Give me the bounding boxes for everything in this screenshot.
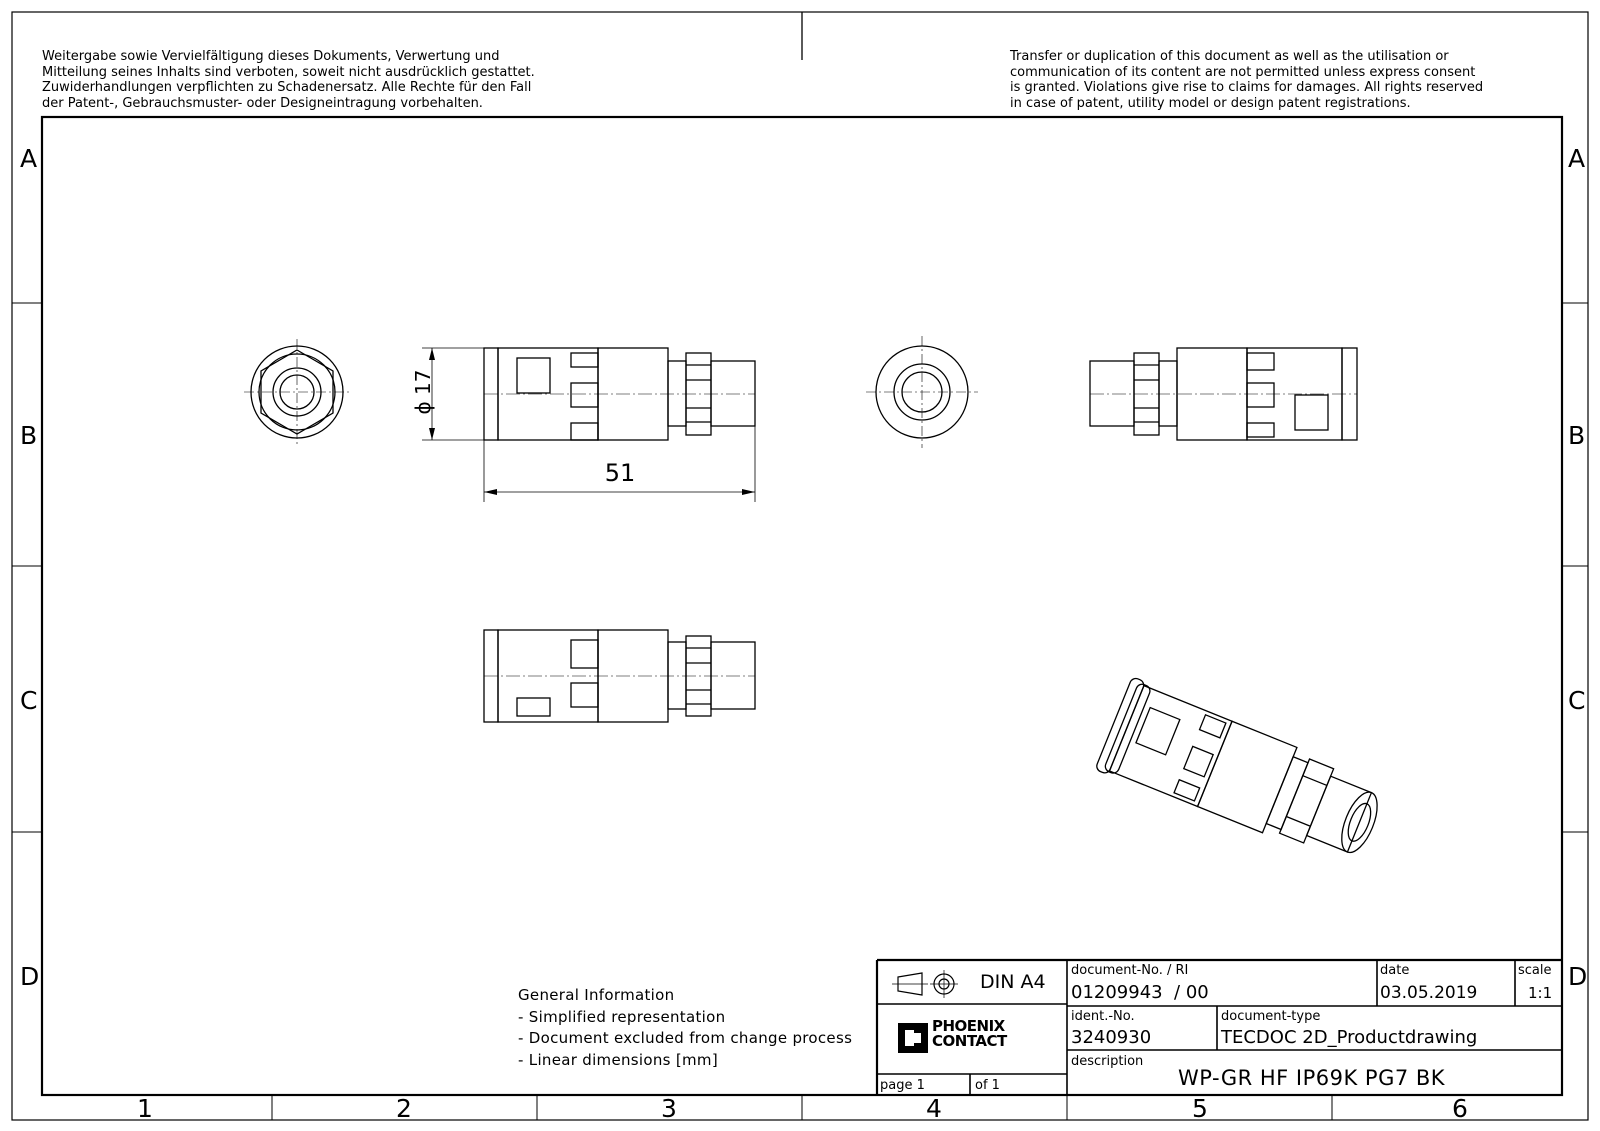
logo-mark-icon	[898, 1023, 928, 1053]
company-logo	[932, 1019, 1007, 1049]
scale-value: 1:1	[1528, 984, 1553, 1002]
doc-number-label: document-No. / RI	[1071, 963, 1189, 978]
zone-row-c-left: C	[20, 686, 38, 715]
drawing-frame	[42, 117, 1562, 1095]
doc-number-value: 01209943 / 00	[1071, 982, 1209, 1003]
row-zone-dividers	[12, 303, 1588, 832]
page-count: of 1	[975, 1078, 1000, 1093]
diameter-dimension-label: ϕ 17	[411, 369, 435, 415]
side-view-mirrored	[1090, 348, 1357, 440]
projection-symbol-icon	[892, 970, 958, 998]
side-view-bottom	[484, 630, 755, 722]
length-dimension-label: 51	[604, 459, 636, 487]
end-view-round	[866, 336, 978, 448]
zone-row-a-right: A	[1568, 144, 1586, 173]
paper-format: DIN A4	[980, 971, 1046, 993]
zone-col-6: 6	[1452, 1094, 1468, 1123]
zone-col-2: 2	[396, 1094, 412, 1123]
notes-title: General Information	[518, 986, 675, 1004]
document-type-value: TECDOC 2D_Productdrawing	[1221, 1027, 1478, 1048]
logo-line-2: CONTACT	[932, 1032, 1007, 1050]
page-number: page 1	[880, 1078, 925, 1093]
notes-item: - Document excluded from change process	[518, 1029, 853, 1047]
zone-col-4: 4	[926, 1094, 942, 1123]
logo-line-1: PHOENIX	[932, 1017, 1005, 1035]
scale-label: scale	[1518, 963, 1552, 978]
description-value: WP-GR HF IP69K PG7 BK	[1178, 1066, 1446, 1090]
column-zone-dividers	[272, 1095, 1332, 1120]
side-view-dimensioned	[422, 348, 755, 502]
zone-col-1: 1	[137, 1094, 153, 1123]
zone-col-3: 3	[661, 1094, 677, 1123]
zone-row-b-left: B	[20, 421, 38, 450]
ident-number-label: ident.-No.	[1071, 1009, 1135, 1024]
date-label: date	[1380, 963, 1410, 978]
isometric-view	[1095, 677, 1391, 874]
zone-row-d-left: D	[20, 962, 40, 991]
date-value: 03.05.2019	[1380, 983, 1478, 1003]
zone-row-c-right: C	[1568, 686, 1586, 715]
document-type-label: document-type	[1221, 1009, 1321, 1024]
description-label: description	[1071, 1054, 1144, 1069]
zone-col-5: 5	[1192, 1094, 1208, 1123]
zone-row-b-right: B	[1568, 421, 1586, 450]
end-view-hex	[244, 339, 350, 445]
sheet-outer-border	[12, 12, 1588, 1120]
notes-item: - Simplified representation	[518, 1007, 726, 1026]
zone-row-d-right: D	[1568, 962, 1588, 991]
legal-notice-english: Transfer or duplication of this document as well as the utilisation or communication of its content are not permitted unless express consent is granted. Violations give rise to claims for damages. All rights reserved in case of patent, utility model or design patent registrations.	[1010, 49, 1484, 111]
general-notes	[518, 985, 852, 1071]
zone-row-a-left: A	[20, 144, 38, 173]
notes-item: - Linear dimensions [mm]	[518, 1050, 718, 1069]
legal-notice-german: Weitergabe sowie Vervielfältigung dieses Dokuments, Verwertung und Mitteilung seines Inhalts sind verboten, soweit nicht ausdrücklich gestattet. Zuwiderhandlungen verpflichten zu Schadenersatz. Alle Rechte für den Fall der Patent-, Gebrauchsmuster- oder Designeintragung vorbehalten.	[42, 49, 535, 111]
ident-number-value: 3240930	[1071, 1027, 1152, 1048]
